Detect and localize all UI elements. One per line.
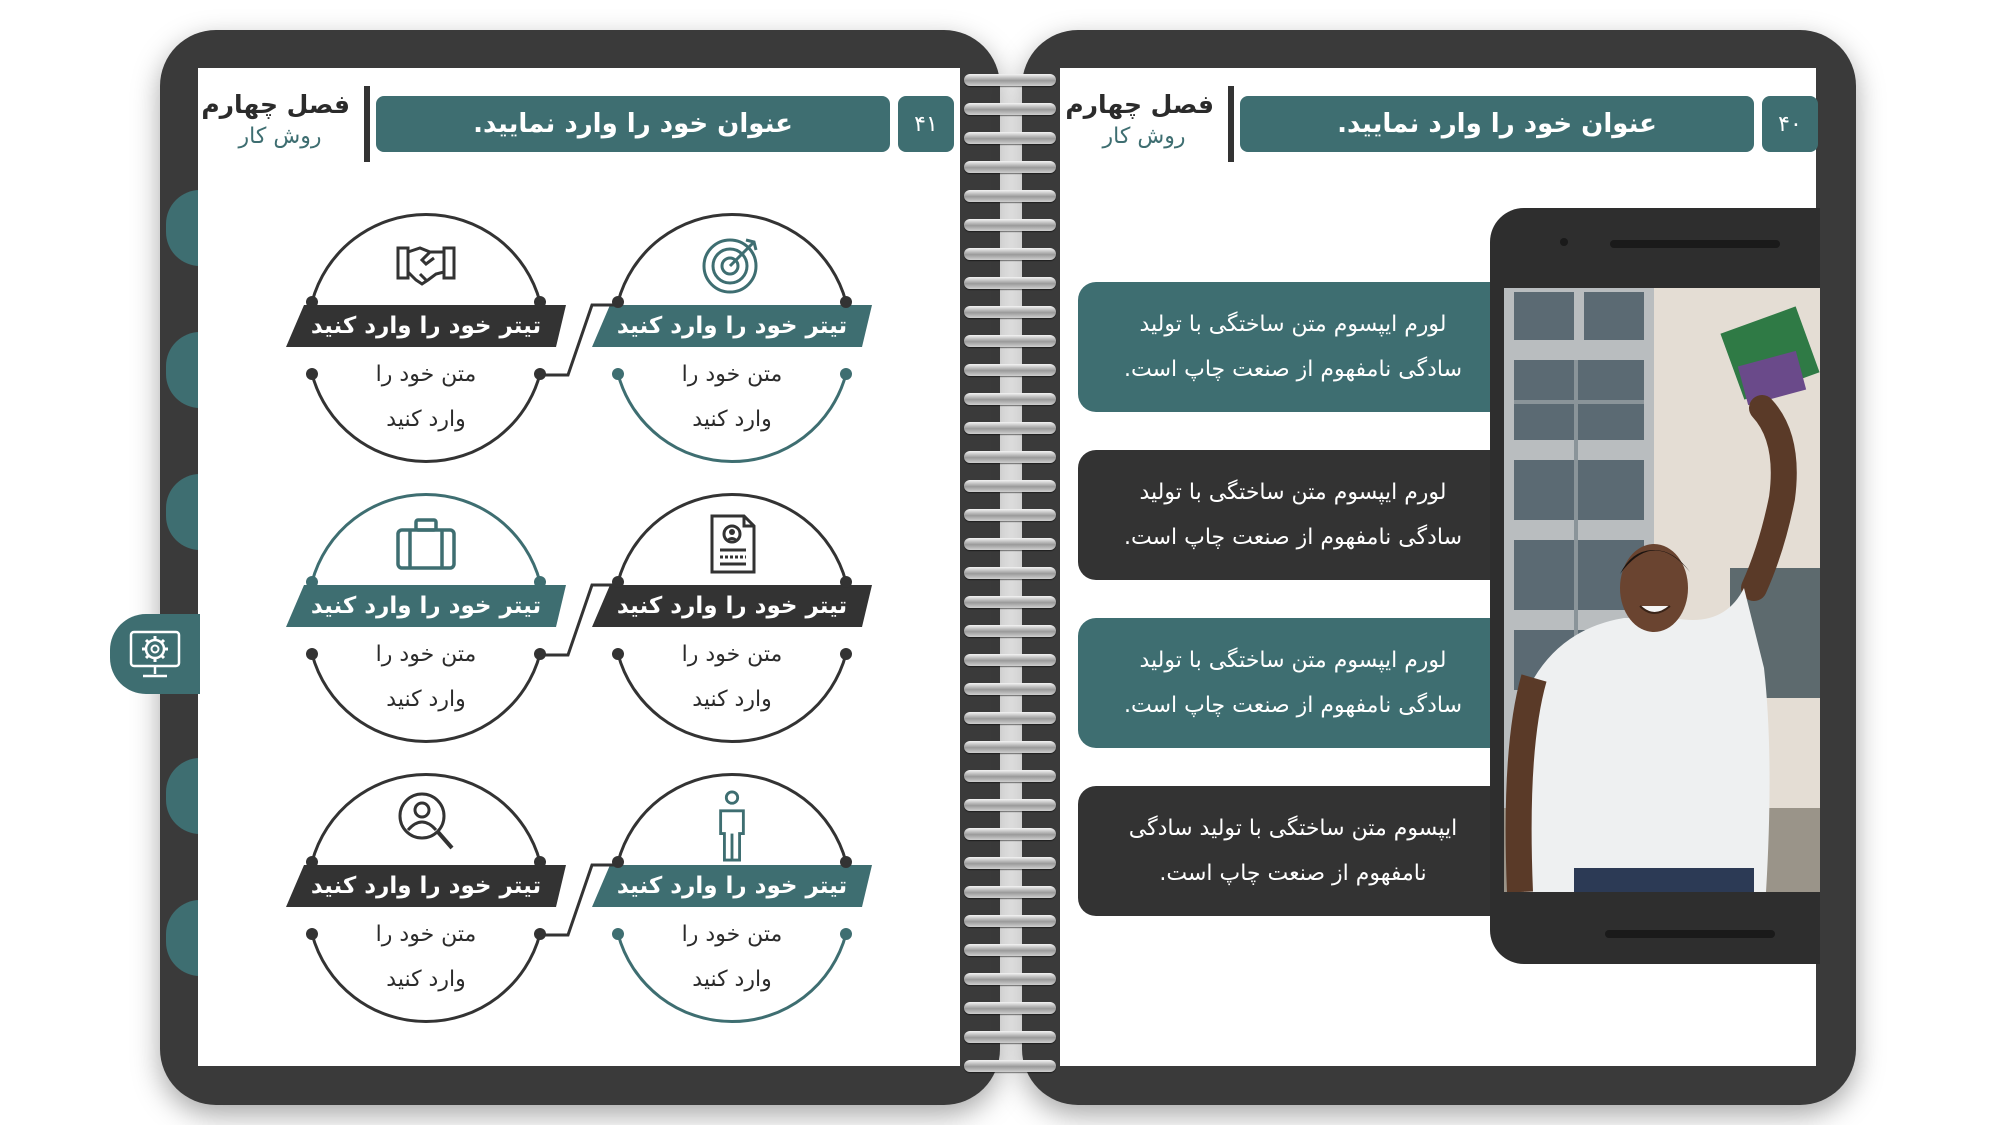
page-number: ۴۱ (898, 96, 954, 152)
binding-ring (964, 1002, 1056, 1014)
infographic-unit (592, 212, 872, 472)
briefcase-icon (396, 514, 456, 574)
page-title: عنوان خود را وارد نمایید. (1240, 96, 1754, 152)
text-box: لورم ایپسوم متن ساختگی با تولید سادگی نامفهوم از صنعت چاپ است. (1078, 282, 1508, 412)
binding-ring (964, 770, 1056, 782)
handshake-icon (396, 234, 456, 294)
binding-ring (964, 422, 1056, 434)
chapter-title: فصل چهارم (1065, 90, 1214, 119)
binding-ring (964, 973, 1056, 985)
binding-ring (964, 248, 1056, 260)
binding-ring (964, 1031, 1056, 1043)
connector-line (540, 580, 620, 660)
infographic-unit (286, 492, 566, 752)
binding-ring (964, 306, 1056, 318)
binding-ring (964, 509, 1056, 521)
unit-title: تیتر خود را وارد کنید (310, 873, 542, 899)
binding-ring (964, 480, 1056, 492)
phone-screen-photo (1504, 288, 1820, 892)
binding-ring (964, 654, 1056, 666)
gear-monitor-icon (127, 626, 183, 682)
phone-camera (1560, 238, 1568, 246)
unit-title: تیتر خود را وارد کنید (310, 593, 542, 619)
binding-ring (964, 335, 1056, 347)
infographic-unit (286, 212, 566, 472)
user-search-icon (396, 790, 456, 850)
binding-ring (964, 828, 1056, 840)
binding-ring (964, 741, 1056, 753)
binding-ring (964, 944, 1056, 956)
spiral-binding (960, 60, 1060, 1070)
binding-ring (964, 219, 1056, 231)
unit-title: تیتر خود را وارد کنید (616, 873, 848, 899)
binding-ring (964, 277, 1056, 289)
binding-ring (964, 74, 1056, 86)
infographic-unit (592, 492, 872, 752)
unit-body: متن خود را وارد کنید (681, 642, 783, 712)
binding-ring (964, 1060, 1056, 1072)
page-number: ۴۰ (1762, 96, 1818, 152)
student-photo (1504, 288, 1820, 892)
binding-ring (964, 393, 1056, 405)
chapter-title: فصل چهارم (201, 90, 350, 119)
binding-ring (964, 161, 1056, 173)
active-side-tab[interactable] (110, 614, 200, 694)
infographic-unit (286, 772, 566, 1032)
page-title: عنوان خود را وارد نمایید. (376, 96, 890, 152)
binding-ring (964, 886, 1056, 898)
binding-ring (964, 364, 1056, 376)
binding-ring (964, 596, 1056, 608)
binding-ring (964, 538, 1056, 550)
phone-mockup (1490, 208, 1820, 964)
text-box: لورم ایپسوم متن ساختگی با تولید سادگی نامفهوم از صنعت چاپ است. (1078, 450, 1508, 580)
phone-speaker (1610, 240, 1780, 248)
text-box: ایپسوم متن ساختگی با تولید سادگی نامفهوم از صنعت چاپ است. (1078, 786, 1508, 916)
unit-body: متن خود را وارد کنید (681, 362, 783, 432)
connector-line (540, 860, 620, 940)
binding-ring (964, 567, 1056, 579)
header-divider (364, 86, 370, 162)
binding-ring (964, 857, 1056, 869)
unit-body: متن خود را وارد کنید (681, 922, 783, 992)
section-subtitle: روش کار (1102, 124, 1186, 149)
unit-body: متن خود را وارد کنید (375, 642, 477, 712)
infographic-unit (592, 772, 872, 1032)
unit-title: تیتر خود را وارد کنید (616, 313, 848, 339)
binding-ring (964, 799, 1056, 811)
target-icon (702, 234, 762, 294)
person-icon (702, 790, 762, 862)
binding-ring (964, 190, 1056, 202)
binding-ring (964, 625, 1056, 637)
phone-home-bar (1605, 930, 1775, 938)
binding-ring (964, 915, 1056, 927)
unit-title: تیتر خود را وارد کنید (616, 593, 848, 619)
unit-title: تیتر خود را وارد کنید (310, 313, 542, 339)
binding-ring (964, 103, 1056, 115)
unit-body: متن خود را وارد کنید (375, 922, 477, 992)
connector-line (540, 300, 620, 380)
header-divider (1228, 86, 1234, 162)
unit-body: متن خود را وارد کنید (375, 362, 477, 432)
binding-ring (964, 132, 1056, 144)
text-box: لورم ایپسوم متن ساختگی با تولید سادگی نامفهوم از صنعت چاپ است. (1078, 618, 1508, 748)
binding-ring (964, 712, 1056, 724)
binding-ring (964, 451, 1056, 463)
section-subtitle: روش کار (238, 124, 322, 149)
binding-ring (964, 683, 1056, 695)
resume-document-icon (702, 514, 762, 574)
